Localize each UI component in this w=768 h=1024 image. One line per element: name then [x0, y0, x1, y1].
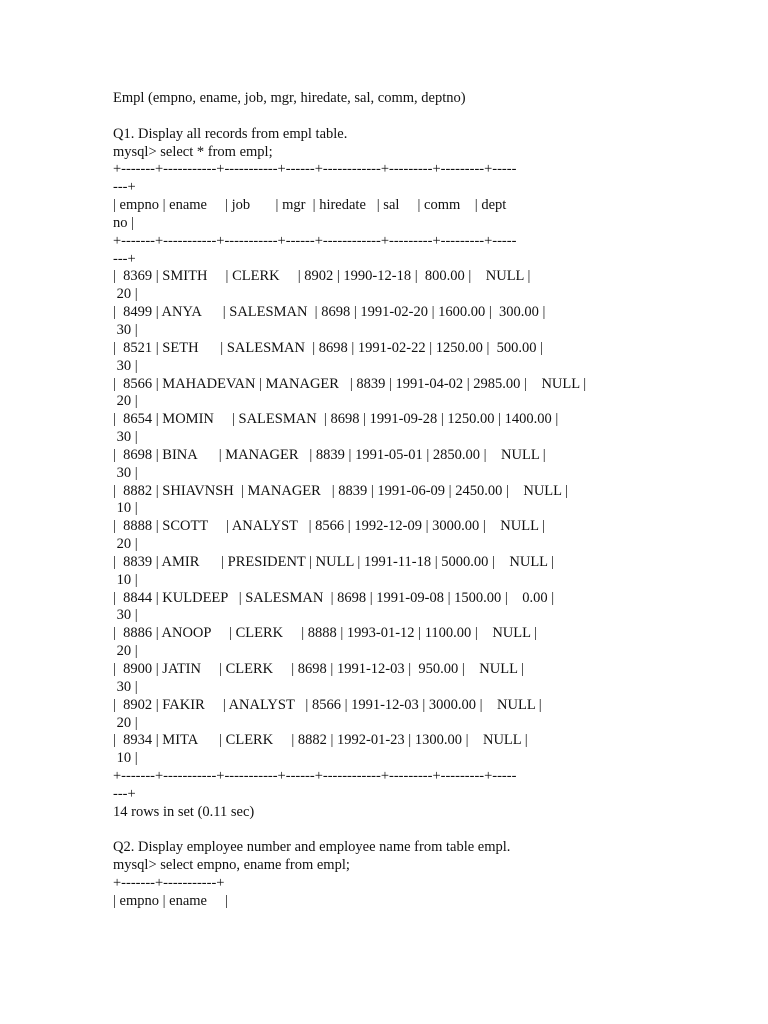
output-line: 20 |: [113, 643, 138, 660]
output-line: 30 |: [113, 678, 138, 695]
q1-output: [113, 161, 713, 803]
output-line: 20 |: [113, 536, 138, 553]
output-line: 30 |: [113, 429, 138, 446]
q2-command: mysql> select empno, ename from empl;: [113, 857, 350, 874]
output-line: | 8499 | ANYA | SALESMAN | 8698 | 1991-02-20 | 1600.00 | 300.00 |: [113, 304, 546, 321]
output-line: | 8888 | SCOTT | ANALYST | 8566 | 1992-12-09 | 3000.00 | NULL |: [113, 518, 545, 535]
output-line: | 8900 | JATIN | CLERK | 8698 | 1991-12-03 | 950.00 | NULL |: [113, 661, 524, 677]
q1-result: 14 rows in set (0.11 sec): [113, 803, 255, 820]
output-line: | empno | ename |: [113, 892, 229, 909]
output-line: 10 |: [113, 571, 138, 588]
output-line: ---+: [113, 179, 136, 196]
q2-output: [113, 875, 713, 911]
output-line: | 8369 | SMITH | CLERK | 8902 | 1990-12-18 | 800.00 | NULL |: [113, 268, 531, 285]
output-line: | 8882 | SHIAVNSH | MANAGER | 8839 | 1991-06-09 | 2450.00 | NULL |: [113, 482, 569, 499]
output-line: 20 |: [113, 286, 138, 303]
output-line: ---+: [113, 250, 136, 267]
output-line: +-------+-----------+-----------+------+------------+---------+---------+-----: [113, 768, 517, 785]
output-line: | 8902 | FAKIR | ANALYST | 8566 | 1991-12-03 | 3000.00 | NULL |: [113, 696, 542, 713]
output-line: 30 |: [113, 357, 138, 374]
output-line: 30 |: [113, 464, 138, 481]
output-line: +-------+-----------+-----------+------+------------+---------+---------+-----: [113, 161, 517, 178]
output-line: +-------+-----------+: [113, 875, 225, 892]
output-line: 30 |: [113, 607, 138, 624]
output-line: | 8566 | MAHADEVAN | MANAGER | 8839 | 1991-04-02 | 2985.00 | NULL |: [113, 375, 587, 392]
output-line: 10 |: [113, 500, 138, 517]
output-line: 20 |: [113, 714, 138, 731]
output-line: | 8698 | BINA | MANAGER | 8839 | 1991-05-01 | 2850.00 | NULL |: [113, 446, 546, 463]
output-line: | 8934 | MITA | CLERK | 8882 | 1992-01-23 | 1300.00 | NULL |: [113, 732, 528, 749]
spacer: [113, 822, 713, 840]
output-line: +-------+-----------+-----------+------+------------+---------+---------+-----: [113, 232, 517, 249]
output-line: | 8844 | KULDEEP | SALESMAN | 8698 | 1991-09-08 | 1500.00 | 0.00 |: [113, 589, 555, 606]
spacer: [113, 108, 713, 126]
q2-question: Q2. Display employee number and employee name from table empl.: [113, 839, 511, 856]
output-line: 20 |: [113, 393, 138, 410]
output-line: | 8521 | SETH | SALESMAN | 8698 | 1991-02-22 | 1250.00 | 500.00 |: [113, 339, 544, 356]
q1-question: Q1. Display all records from empl table.: [113, 125, 348, 142]
q1-command: mysql> select * from empl;: [113, 143, 273, 160]
output-line: 10 |: [113, 750, 138, 767]
schema-line: Empl (empno, ename, job, mgr, hiredate, sal, comm, deptno): [113, 90, 466, 106]
output-line: | 8886 | ANOOP | CLERK | 8888 | 1993-01-12 | 1100.00 | NULL |: [113, 625, 537, 642]
output-line: | empno | ename | job | mgr | hiredate | sal | comm | dept: [113, 197, 507, 214]
output-line: | 8839 | AMIR | PRESIDENT | NULL | 1991-11-18 | 5000.00 | NULL |: [113, 553, 555, 570]
output-line: 30 |: [113, 321, 138, 338]
output-line: | 8654 | MOMIN | SALESMAN | 8698 | 1991-09-28 | 1250.00 | 1400.00 |: [113, 411, 559, 428]
output-line: ---+: [113, 785, 136, 802]
output-line: no |: [113, 214, 135, 231]
document-page: [113, 90, 713, 911]
